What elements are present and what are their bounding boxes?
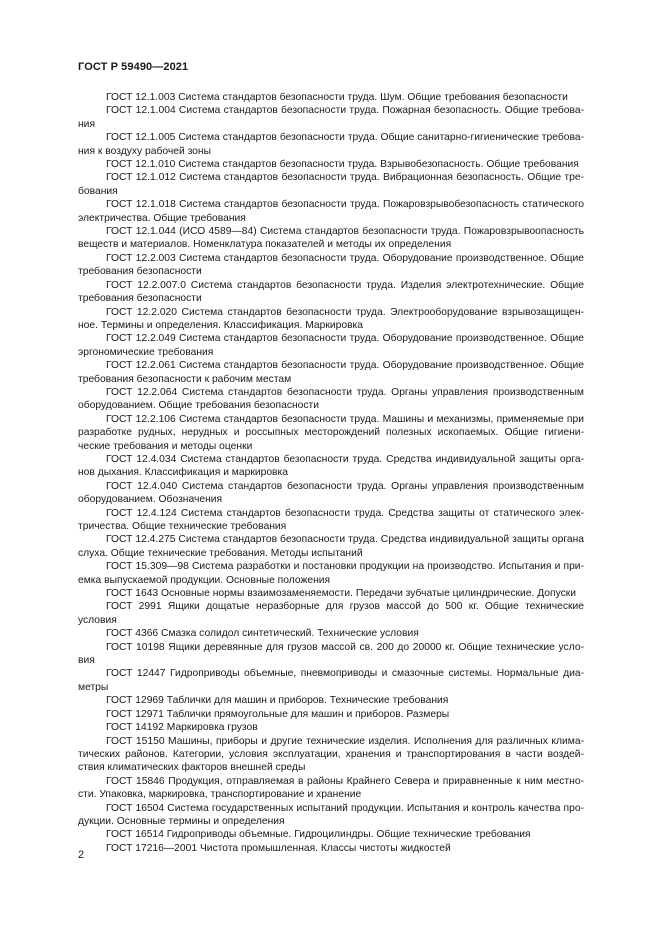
reference-entry: ГОСТ 12969 Таблички для машин и приборов. Технические требования: [106, 695, 449, 707]
reference-entry: ГОСТ 12.2.020 Система стандартов безопасности труда. Электрооборудование взрывозащищенное. Термины и определения. Классификация. Маркировка: [78, 306, 584, 331]
reference-entry: ГОСТ 12.4.275 Система стандартов безопасности труда. Средства индивидуальной защиты органа слуха. Общие технические требования. Методы испытаний: [78, 534, 584, 559]
reference-entry: ГОСТ 4366 Смазка солидол синтетический. Технические условия: [106, 628, 419, 640]
reference-entry: ГОСТ 12.4.124 Система стандартов безопасности труда. Средства защиты от статического электричества. Общие технические требования: [78, 507, 584, 532]
reference-entry: ГОСТ 12.2.007.0 Система стандартов безопасности труда. Изделия электротехнические. Общие требования безопасности: [78, 279, 584, 305]
reference-entry: ГОСТ 15846 Продукция, отправляемая в районы Крайнего Севера и приравненные к ним местности. Упаковка, маркировка, транспортирование и хранение: [78, 775, 584, 801]
page-number: 2: [78, 849, 85, 861]
reference-entry: ГОСТ 2991 Ящики дощатые неразборные для грузов массой до 500 кг. Общие технические условия: [78, 601, 584, 626]
reference-entry: ГОСТ 12.2.061 Система стандартов безопасности труда. Оборудование производственное. Общие требования безопасности к рабочим местам: [78, 360, 584, 385]
reference-entry: ГОСТ 12.1.044 (ИСО 4589—84) Система стандартов безопасности труда. Пожаровзрывоопасность веществ и материалов. Номенклатура показателей и методы их определения: [78, 226, 584, 251]
reference-entry: ГОСТ 12447 Гидроприводы объемные, пневмоприводы и смазочные системы. Нормальные диаметры: [78, 668, 584, 693]
reference-entry: ГОСТ 12.1.005 Система стандартов безопасности труда. Общие санитарно-гигиенические требования к воздуху рабочей зоны: [78, 132, 584, 157]
reference-entry: ГОСТ 17216—2001 Чистота промышленная. Классы чистоты жидкостей: [106, 842, 451, 854]
reference-entry: ГОСТ 12.1.012 Система стандартов безопасности труда. Вибрационная безопасность. Общие требования: [78, 172, 584, 197]
reference-entry: ГОСТ 12.2.003 Система стандартов безопасности труда. Оборудование производственное. Общие требования безопасности: [78, 252, 584, 278]
reference-entry: ГОСТ 14192 Маркировка грузов: [106, 722, 258, 734]
reference-entry: ГОСТ 10198 Ящики деревянные для грузов массой св. 200 до 20000 кг. Общие технические условия: [78, 641, 584, 667]
reference-entry: ГОСТ 12.1.010 Система стандартов безопасности труда. Взрывобезопасность. Общие требования: [106, 159, 579, 171]
reference-entry: ГОСТ 12.4.034 Система стандартов безопасности труда. Средства индивидуальной защиты органов дыхания. Классификация и маркировка: [78, 453, 584, 479]
reference-entry: ГОСТ 12.2.049 Система стандартов безопасности труда. Оборудование производственное. Общие эргономические требования: [78, 333, 584, 358]
reference-entry: ГОСТ 16504 Система государственных испытаний продукции. Испытания и контроль качества продукции. Основные термины и определения: [78, 802, 584, 827]
reference-entry: ГОСТ 15150 Машины, приборы и другие технические изделия. Исполнения для различных климатических районов. Категории, условия эксплуатации, хранения и транспортирования в части воздействия климатических факторов внешней среды: [78, 735, 584, 774]
reference-entry: ГОСТ 12.1.003 Система стандартов безопасности труда. Шум. Общие требования безопасности: [106, 92, 568, 103]
reference-entry: ГОСТ 12.4.040 Система стандартов безопасности труда. Органы управления производственным оборудованием. Обозначения: [78, 480, 584, 506]
reference-entry: ГОСТ 12.2.064 Система стандартов безопасности труда. Органы управления производственным оборудованием. Общие требования безопасности: [78, 386, 584, 412]
reference-entry: ГОСТ 12.1.004 Система стандартов безопасности труда. Пожарная безопасность. Общие требования: [78, 105, 584, 130]
reference-entry: ГОСТ 1643 Основные нормы взаимозаменяемости. Передачи зубчатые цилиндрические. Допуски: [106, 588, 577, 600]
reference-entry: ГОСТ 12.2.106 Система стандартов безопасности труда. Машины и механизмы, применяемые при разработке рудных, нерудных и россыпных месторождений полезных ископаемых. Общие гигиенические требования и методы оценки: [78, 413, 584, 452]
reference-entry: ГОСТ 16514 Гидроприводы объемные. Гидроцилиндры. Общие технические требования: [106, 829, 531, 841]
normative-references-list: [78, 91, 584, 855]
reference-entry: ГОСТ 12971 Таблички прямоугольные для машин и приборов. Размеры: [106, 708, 450, 720]
reference-entry: ГОСТ 12.1.018 Система стандартов безопасности труда. Пожаровзрывобезопасность статического электричества. Общие требования: [78, 199, 584, 224]
reference-entry: ГОСТ 15.309—98 Система разработки и постановки продукции на производство. Испытания и приемка выпускаемой продукции. Основные положения: [78, 561, 584, 586]
document-header: ГОСТ Р 59490—2021: [78, 61, 189, 73]
